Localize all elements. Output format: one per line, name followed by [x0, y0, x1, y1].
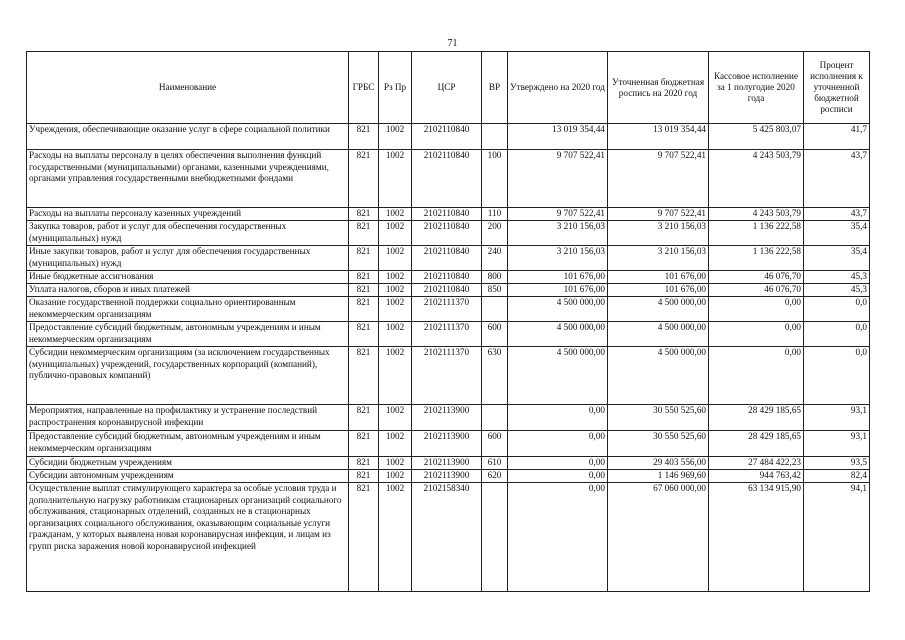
row-percent: 0,0: [804, 297, 870, 322]
row-cash: 4 243 503,79: [709, 208, 804, 221]
row-approved: 4 500 000,00: [508, 297, 608, 322]
row-rzpr: 1002: [379, 284, 412, 297]
table-row: [27, 322, 870, 347]
row-name: Субсидии некоммерческим организациям (за исключением государственных (муниципальных) учреждений, государственных корпораций (компаний), публично-правовых компаний): [27, 347, 349, 405]
row-percent: 93,1: [804, 431, 870, 457]
row-cash: 28 429 185,65: [709, 405, 804, 431]
row-rzpr: 1002: [379, 470, 412, 483]
row-revised: 9 707 522,41: [608, 150, 709, 208]
table-row: [27, 271, 870, 284]
row-vr: [482, 297, 508, 322]
row-rzpr: 1002: [379, 405, 412, 431]
row-csr: 2102110840: [412, 150, 482, 208]
header-row: [27, 52, 870, 124]
page-number: 71: [447, 38, 458, 49]
row-grbs: 821: [349, 271, 379, 284]
row-grbs: 821: [349, 322, 379, 347]
row-vr: 110: [482, 208, 508, 221]
row-cash: 5 425 803,07: [709, 124, 804, 150]
table-row: [27, 405, 870, 431]
row-csr: 2102113900: [412, 405, 482, 431]
row-cash: 1 136 222,58: [709, 221, 804, 246]
row-revised: 4 500 000,00: [608, 297, 709, 322]
row-cash: 27 484 422,23: [709, 457, 804, 470]
row-grbs: 821: [349, 150, 379, 208]
row-csr: 2102111370: [412, 347, 482, 405]
row-name: Мероприятия, направленные на профилактику и устранение последствий распространения коронавирусной инфекции: [27, 405, 349, 431]
row-vr: 600: [482, 322, 508, 347]
row-rzpr: 1002: [379, 221, 412, 246]
row-grbs: 821: [349, 208, 379, 221]
table-row: [27, 221, 870, 246]
row-approved: 9 707 522,41: [508, 208, 608, 221]
row-percent: 35,4: [804, 221, 870, 246]
row-rzpr: 1002: [379, 208, 412, 221]
row-approved: 9 707 522,41: [508, 150, 608, 208]
row-vr: [482, 405, 508, 431]
row-percent: 94,1: [804, 483, 870, 592]
row-grbs: 821: [349, 297, 379, 322]
row-name: Предоставление субсидий бюджетным, автономным учреждениям и иным некоммерческим организациям: [27, 322, 349, 347]
row-revised: 4 500 000,00: [608, 347, 709, 405]
row-approved: 13 019 354,44: [508, 124, 608, 150]
row-cash: 4 243 503,79: [709, 150, 804, 208]
row-cash: 0,00: [709, 347, 804, 405]
row-approved: 4 500 000,00: [508, 322, 608, 347]
row-grbs: 821: [349, 347, 379, 405]
row-csr: 2102113900: [412, 431, 482, 457]
row-rzpr: 1002: [379, 297, 412, 322]
row-grbs: 821: [349, 483, 379, 592]
row-rzpr: 1002: [379, 431, 412, 457]
table-row: [27, 457, 870, 470]
row-percent: 43,7: [804, 150, 870, 208]
row-revised: 30 550 525,60: [608, 405, 709, 431]
row-revised: 9 707 522,41: [608, 208, 709, 221]
row-grbs: 821: [349, 124, 379, 150]
header-percent: Процент исполнения к уточненной бюджетной росписи: [804, 52, 870, 124]
row-percent: 0,0: [804, 347, 870, 405]
row-approved: 3 210 156,03: [508, 246, 608, 271]
table-row: [27, 431, 870, 457]
row-cash: 46 076,70: [709, 284, 804, 297]
table-row: [27, 124, 870, 150]
row-vr: 200: [482, 221, 508, 246]
row-revised: 4 500 000,00: [608, 322, 709, 347]
row-approved: 3 210 156,03: [508, 221, 608, 246]
header-name: Наименование: [27, 52, 349, 124]
header-approved: Утверждено на 2020 год: [508, 52, 608, 124]
table-row: [27, 470, 870, 483]
row-approved: 0,00: [508, 483, 608, 592]
header-csr: ЦСР: [412, 52, 482, 124]
row-cash: 0,00: [709, 322, 804, 347]
row-name: Учреждения, обеспечивающие оказание услуг в сфере социальной политики: [27, 124, 349, 150]
row-revised: 67 060 000,00: [608, 483, 709, 592]
row-approved: 0,00: [508, 457, 608, 470]
row-approved: 4 500 000,00: [508, 347, 608, 405]
row-approved: 0,00: [508, 431, 608, 457]
row-percent: 43,7: [804, 208, 870, 221]
table-row: [27, 347, 870, 405]
row-approved: 101 676,00: [508, 284, 608, 297]
row-csr: 2102111370: [412, 322, 482, 347]
row-revised: 3 210 156,03: [608, 221, 709, 246]
row-vr: 800: [482, 271, 508, 284]
row-grbs: 821: [349, 221, 379, 246]
row-revised: 13 019 354,44: [608, 124, 709, 150]
row-rzpr: 1002: [379, 150, 412, 208]
header-grbs: ГРБС: [349, 52, 379, 124]
row-cash: 28 429 185,65: [709, 431, 804, 457]
row-rzpr: 1002: [379, 124, 412, 150]
header-vr: ВР: [482, 52, 508, 124]
table-row: [27, 483, 870, 592]
row-grbs: 821: [349, 246, 379, 271]
row-percent: 93,5: [804, 457, 870, 470]
row-percent: 45,3: [804, 284, 870, 297]
row-csr: 2102158340: [412, 483, 482, 592]
row-vr: 240: [482, 246, 508, 271]
row-grbs: 821: [349, 431, 379, 457]
header-cash: Кассовое исполнение за 1 полугодие 2020 года: [709, 52, 804, 124]
row-percent: 0,0: [804, 322, 870, 347]
table-row: [27, 297, 870, 322]
row-revised: 101 676,00: [608, 271, 709, 284]
row-name: Субсидии бюджетным учреждениям: [27, 457, 349, 470]
row-cash: 63 134 915,90: [709, 483, 804, 592]
row-csr: 2102110840: [412, 124, 482, 150]
row-name: Расходы на выплаты персоналу казенных учреждений: [27, 208, 349, 221]
row-csr: 2102110840: [412, 246, 482, 271]
row-rzpr: 1002: [379, 246, 412, 271]
row-rzpr: 1002: [379, 483, 412, 592]
row-revised: 1 146 969,60: [608, 470, 709, 483]
row-revised: 3 210 156,03: [608, 246, 709, 271]
table-row: [27, 208, 870, 221]
row-csr: 2102110840: [412, 284, 482, 297]
row-vr: [482, 124, 508, 150]
row-rzpr: 1002: [379, 457, 412, 470]
row-name: Субсидии автономным учреждениям: [27, 470, 349, 483]
row-name: Иные бюджетные ассигнования: [27, 271, 349, 284]
row-grbs: 821: [349, 470, 379, 483]
row-percent: 93,1: [804, 405, 870, 431]
row-vr: 620: [482, 470, 508, 483]
row-percent: 45,3: [804, 271, 870, 284]
row-csr: 2102111370: [412, 297, 482, 322]
row-name: Уплата налогов, сборов и иных платежей: [27, 284, 349, 297]
row-vr: [482, 483, 508, 592]
row-vr: 630: [482, 347, 508, 405]
row-percent: 35,4: [804, 246, 870, 271]
row-csr: 2102113900: [412, 470, 482, 483]
row-revised: 101 676,00: [608, 284, 709, 297]
row-approved: 0,00: [508, 405, 608, 431]
row-name: Предоставление субсидий бюджетным, автономным учреждениям и иным некоммерческим организациям: [27, 431, 349, 457]
header-rzpr: Рз Пр: [379, 52, 412, 124]
row-rzpr: 1002: [379, 322, 412, 347]
row-cash: 46 076,70: [709, 271, 804, 284]
row-revised: 29 403 556,00: [608, 457, 709, 470]
row-csr: 2102110840: [412, 271, 482, 284]
row-grbs: 821: [349, 457, 379, 470]
row-name: Оказание государственной поддержки социально ориентированным некоммерческим организациям: [27, 297, 349, 322]
row-name: Иные закупки товаров, работ и услуг для обеспечения государственных (муниципальных) нужд: [27, 246, 349, 271]
row-vr: 600: [482, 431, 508, 457]
row-vr: 610: [482, 457, 508, 470]
header-revised: Уточненная бюджетная роспись на 2020 год: [608, 52, 709, 124]
row-csr: 2102113900: [412, 457, 482, 470]
table-row: [27, 284, 870, 297]
row-rzpr: 1002: [379, 347, 412, 405]
row-percent: 41,7: [804, 124, 870, 150]
row-revised: 30 550 525,60: [608, 431, 709, 457]
row-grbs: 821: [349, 284, 379, 297]
row-cash: 944 763,42: [709, 470, 804, 483]
table-row: [27, 246, 870, 271]
budget-table: [26, 51, 870, 592]
row-approved: 101 676,00: [508, 271, 608, 284]
row-approved: 0,00: [508, 470, 608, 483]
table-row: [27, 150, 870, 208]
row-vr: 850: [482, 284, 508, 297]
row-percent: 82,4: [804, 470, 870, 483]
row-csr: 2102110840: [412, 208, 482, 221]
row-name: Закупка товаров, работ и услуг для обеспечения государственных (муниципальных) нужд: [27, 221, 349, 246]
row-cash: 1 136 222,58: [709, 246, 804, 271]
row-vr: 100: [482, 150, 508, 208]
row-rzpr: 1002: [379, 271, 412, 284]
row-cash: 0,00: [709, 297, 804, 322]
row-grbs: 821: [349, 405, 379, 431]
row-name: Расходы на выплаты персоналу в целях обеспечения выполнения функций государственными (муниципальными) органами, казенными учреждениями, органами управления государственными внебюджетными фондами: [27, 150, 349, 208]
row-name: Осуществление выплат стимулирующего характера за особые условия труда и дополнительную нагрузку работникам стационарных организаций социального обслуживания, стационарных отделений, созданных не в стационарных организациях социального обслуживания, оказывающим социальные услуги гражданам, у которых выявлена новая коронавирусная инфекция, и лицам из групп риска заражения новой коронавирусной инфекцией: [27, 483, 349, 592]
row-csr: 2102110840: [412, 221, 482, 246]
